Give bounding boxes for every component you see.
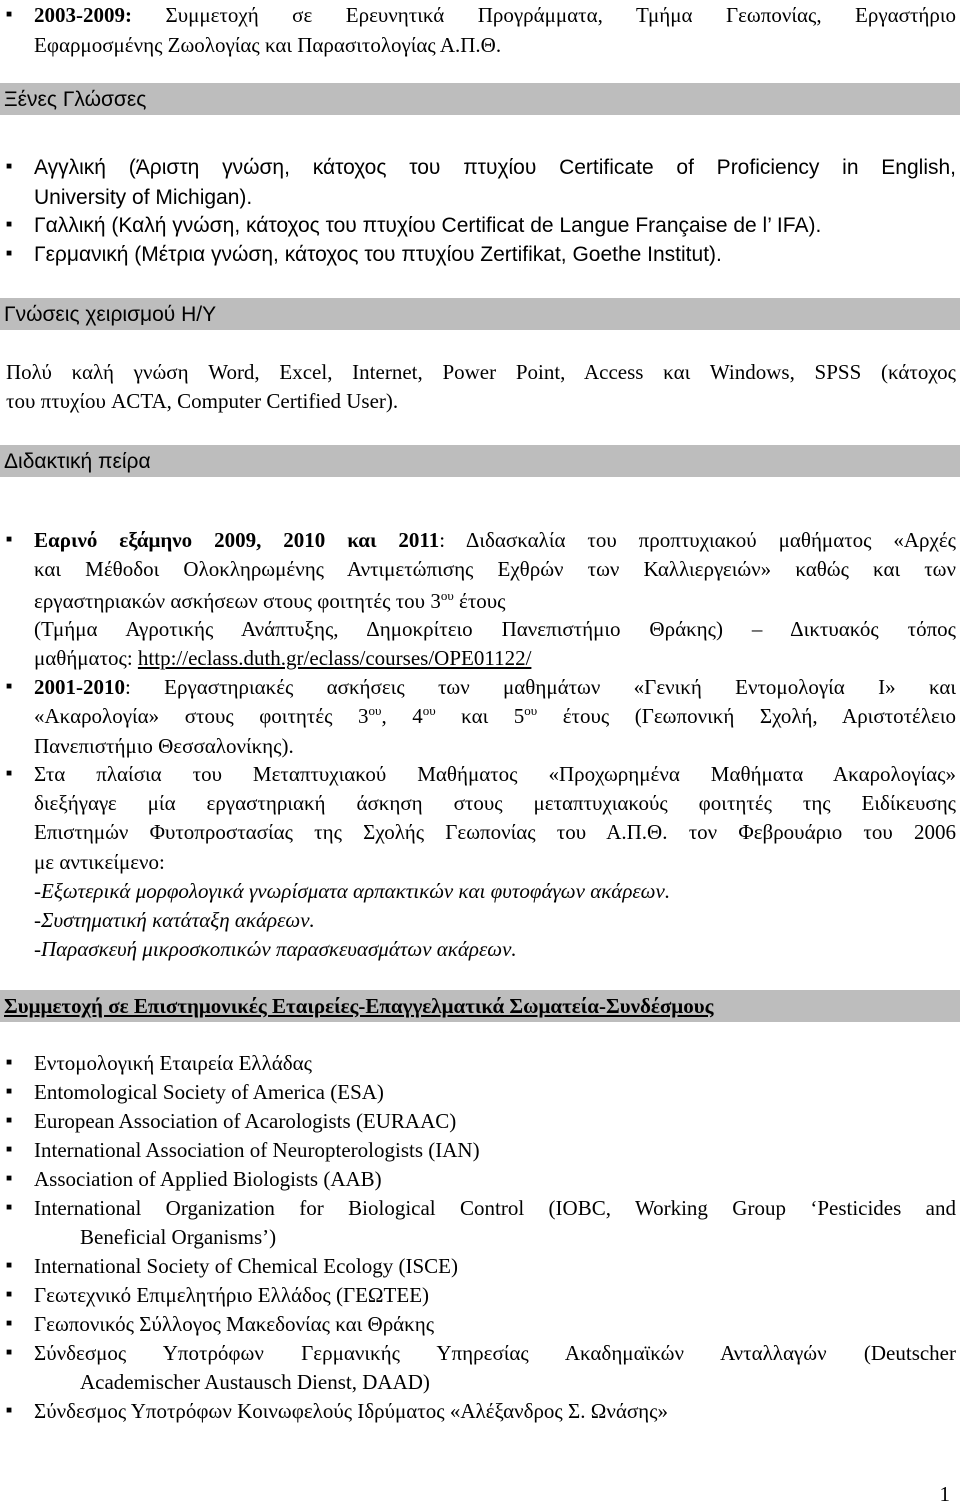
page-number: 1 <box>939 1482 950 1506</box>
society-item: International Organization for Biological Control (IOBC, Working Group ‘Pesticides and <box>34 1196 956 1220</box>
section-header-societies <box>0 990 960 1022</box>
teaching-item-1-line-4: (Τμήμα Αγροτικής Ανάπτυξης, Δημοκρίτειο Πανεπιστήμιο Θράκης) – Δικτυακός τόπος <box>34 617 956 641</box>
teaching-item-3-line-3: Επιστημών Φυτοπροστασίας της Σχολής Γεωπονίας του Α.Π.Θ. τον Φεβρουάριο του 2006 <box>34 820 956 844</box>
society-item: Γεωτεχνικό Επιμελητήριο Ελλάδος (ΓΕΩΤΕΕ) <box>34 1283 430 1307</box>
teaching-topic-1: -Εξωτερικά μορφολογικά γνωρίσματα αρπακτικών και φυτοφάγων ακάρεων. <box>34 879 671 903</box>
bullet-icon <box>6 220 18 230</box>
bullet-icon <box>6 1174 18 1184</box>
society-item: Σύνδεσμος Υποτρόφων Γερμανικής Υπηρεσίας Ακαδημαϊκών Ανταλλαγών (Deutscher <box>34 1341 956 1365</box>
teaching-topic-2: -Συστηματική κατάταξη ακάρεων. <box>34 908 315 932</box>
teaching-item-1-line-5: μαθήματος: http://eclass.duth.gr/eclass/courses/OPE01122/ <box>34 646 532 670</box>
teaching-item-2-line-1: 2001-2010: Εργαστηριακές ασκήσεις των μαθημάτων «Γενική Εντομολογία Ι» και <box>34 675 956 699</box>
bullet-icon <box>6 1058 18 1068</box>
teaching-item-1-line-1: Εαρινό εξάμηνο 2009, 2010 και 2011: Διδασκαλία του προπτυχιακού μαθήματος «Αρχές <box>34 528 956 552</box>
bullet-icon <box>6 1116 18 1126</box>
bullet-icon <box>6 682 18 692</box>
teaching-item-1-line-2: και Μέθοδοι Ολοκληρωμένης Αντιμετώπισης Εχθρών των Καλλιεργειών» καθώς και των <box>34 557 956 581</box>
bullet-icon <box>6 162 18 172</box>
society-item: Σύνδεσμος Υποτρόφων Κοινωφελούς Ιδρύματος «Αλέξανδρος Σ. Ωνάσης» <box>34 1399 668 1423</box>
language-german: Γερμανική (Μέτρια γνώση, κάτοχος του πτυχίου Zertifikat, Goethe Institut). <box>34 243 722 266</box>
language-english-line-1: Αγγλική (Άριστη γνώση, κάτοχος του πτυχίου Certificate of Proficiency in English, <box>34 156 956 179</box>
bullet-icon <box>6 249 18 259</box>
computer-skills-line-2: του πτυχίου ACTA, Computer Certified User). <box>6 389 399 413</box>
bullet-icon <box>6 10 18 20</box>
teaching-item-2-line-3: Πανεπιστήμιο Θεσσαλονίκης). <box>34 734 294 758</box>
society-item: Association of Applied Biologists (AAB) <box>34 1167 382 1191</box>
bullet-icon <box>6 1087 18 1097</box>
bullet-icon <box>6 1319 18 1329</box>
bullet-icon <box>6 535 18 545</box>
section-header-computer <box>0 298 960 330</box>
society-item: Γεωπονικός Σύλλογος Μακεδονίας και Θράκης <box>34 1312 435 1336</box>
intro-line-1: 2003-2009: Συμμετοχή σε Ερευνητικά Προγράμματα, Τμήμα Γεωπονίας, Εργαστήριο <box>34 3 956 27</box>
language-english-line-2: University of Michigan). <box>34 186 253 209</box>
computer-skills-line-1: Πολύ καλή γνώση Word, Excel, Internet, Power Point, Access και Windows, SPSS (κάτοχος <box>6 360 956 384</box>
teaching-item-2-line-2: «Ακαρολογία» στους φοιτητές $3^{o\upsilon}$, $4^{o\upsilon}$ και $5^{o\upsilon}$ έτους (Γεωπονική Σχολή, Αριστοτέλειο <box>34 703 956 728</box>
course-link[interactable]: http://eclass.duth.gr/eclass/courses/OPE01122/ <box>137 646 532 670</box>
section-title: Γνώσεις χειρισμού Η/Υ <box>4 303 217 326</box>
section-title: Ξένες Γλώσσες <box>4 88 147 111</box>
bullet-icon <box>6 1348 18 1358</box>
society-item: Entomological Society of America (ESA) <box>34 1080 384 1104</box>
teaching-item-3-line-1: Στα πλαίσια του Μεταπτυχιακού Μαθήματος «Προχωρημένα Μαθήματα Ακαρολογίας» <box>34 762 956 786</box>
bullet-icon <box>6 1290 18 1300</box>
teaching-topic-3: -Παρασκευή μικροσκοπικών παρασκευασμάτων ακάρεων. <box>34 937 517 961</box>
intro-line-2: Εφαρμοσμένης Ζωολογίας και Παρασιτολογίας Α.Π.Θ. <box>34 33 502 57</box>
society-item: International Society of Chemical Ecology (ISCE) <box>34 1254 458 1278</box>
language-french: Γαλλική (Καλή γνώση, κάτοχος του πτυχίου Certificat de Langue Française de l’ IFA). <box>34 214 822 237</box>
society-item-continued: Academischer Austausch Dienst, DAAD) <box>80 1370 430 1394</box>
society-item: European Association of Acarologists (EURAAC) <box>34 1109 457 1133</box>
section-title: Συμμετοχή σε Επιστημονικές Εταιρείες-Επαγγελματικά Σωματεία-Συνδέσμους <box>4 994 714 1018</box>
bullet-icon <box>6 769 18 779</box>
bullet-icon <box>6 1261 18 1271</box>
bullet-icon <box>6 1406 18 1416</box>
teaching-item-3-line-2: διεξήγαγε μία εργαστηριακή άσκηση στους μεταπτυχιακούς φοιτητές της Ειδίκευσης <box>34 791 956 815</box>
intro-years: 2003-2009: <box>34 3 132 27</box>
teaching-item-3-line-4: με αντικείμενο: <box>34 850 165 874</box>
teaching-item-1-line-3: εργαστηριακών ασκήσεων στους φοιτητές του $3^{o\upsilon}$ έτους <box>34 588 506 613</box>
section-header-languages <box>0 83 960 115</box>
section-header-teaching <box>0 445 960 477</box>
section-title: Διδακτική πείρα <box>4 450 151 473</box>
bullet-icon <box>6 1203 18 1213</box>
society-item: Εντομολογική Εταιρεία Ελλάδας <box>34 1051 312 1075</box>
bullet-icon <box>6 1145 18 1155</box>
society-item-continued: Beneficial Organisms’) <box>80 1225 277 1249</box>
society-item: International Association of Neuropterologists (IAN) <box>34 1138 480 1162</box>
